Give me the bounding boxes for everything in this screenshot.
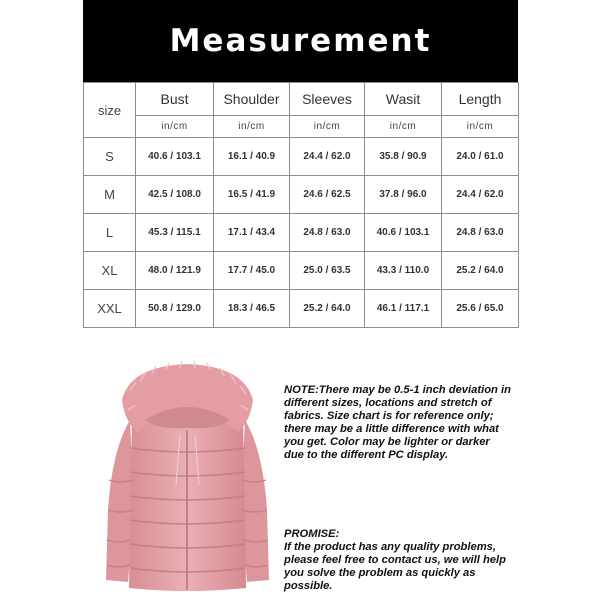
bust-value: 48.0 / 121.9 [136, 252, 214, 290]
sleeves-value: 24.8 / 63.0 [290, 214, 365, 252]
size-cell: XL [84, 252, 136, 290]
waist-value: 40.6 / 103.1 [365, 214, 442, 252]
length-value: 25.6 / 65.0 [442, 290, 519, 328]
unit-row [84, 116, 519, 138]
product-jacket-image [100, 360, 275, 595]
length-value: 25.2 / 64.0 [442, 252, 519, 290]
bust-value: 40.6 / 103.1 [136, 138, 214, 176]
shoulder-value: 16.5 / 41.9 [214, 176, 290, 214]
table-row [84, 176, 519, 214]
size-cell: L [84, 214, 136, 252]
note-text: NOTE:There may be 0.5-1 inch deviation in different sizes, locations and stretch of fabrics. Size chart is for reference only; there may be a little difference with what you get. Color may be lighter or darker due to the different PC display. [284, 384, 511, 461]
sleeves-value: 24.6 / 62.5 [290, 176, 365, 214]
sleeves-value: 24.4 / 62.0 [290, 138, 365, 176]
table-row [84, 290, 519, 328]
waist-value: 35.8 / 90.9 [365, 138, 442, 176]
unit-label-bust: in/cm [136, 116, 214, 138]
waist-value: 43.3 / 110.0 [365, 252, 442, 290]
shoulder-value: 17.1 / 43.4 [214, 214, 290, 252]
sleeves-value: 25.2 / 64.0 [290, 290, 365, 328]
length-value: 24.0 / 61.0 [442, 138, 519, 176]
size-cell: M [84, 176, 136, 214]
bust-value: 42.5 / 108.0 [136, 176, 214, 214]
size-cell: XXL [84, 290, 136, 328]
pink-hooded-jacket-icon [100, 360, 275, 595]
unit-label-sleeves: in/cm [290, 116, 365, 138]
column-header-waist: Wasit [365, 83, 442, 116]
sleeves-value: 25.0 / 63.5 [290, 252, 365, 290]
length-value: 24.4 / 62.0 [442, 176, 519, 214]
length-value: 24.8 / 63.0 [442, 214, 519, 252]
bust-value: 50.8 / 129.0 [136, 290, 214, 328]
table-row [84, 214, 519, 252]
banner-title: Measurement [169, 23, 432, 59]
shoulder-value: 17.7 / 45.0 [214, 252, 290, 290]
unit-label-waist: in/cm [365, 116, 442, 138]
size-chart-table [83, 82, 519, 328]
shoulder-value: 16.1 / 40.9 [214, 138, 290, 176]
unit-label-length: in/cm [442, 116, 519, 138]
column-header-shoulder: Shoulder [214, 83, 290, 116]
promise-text: If the product has any quality problems, please feel free to contact us, we will help you solve the problem as quickly as possible. [284, 541, 506, 592]
promise-section [284, 528, 514, 593]
table-row [84, 252, 519, 290]
table-row [84, 138, 519, 176]
column-header-length: Length [442, 83, 519, 116]
column-header-bust: Bust [136, 83, 214, 116]
waist-value: 46.1 / 117.1 [365, 290, 442, 328]
header-row [84, 83, 519, 116]
measurement-banner [83, 0, 518, 82]
column-header-sleeves: Sleeves [290, 83, 365, 116]
promise-title: PROMISE: [284, 528, 340, 540]
waist-value: 37.8 / 96.0 [365, 176, 442, 214]
size-header: size [84, 83, 136, 138]
shoulder-value: 18.3 / 46.5 [214, 290, 290, 328]
size-cell: S [84, 138, 136, 176]
unit-label-shoulder: in/cm [214, 116, 290, 138]
bust-value: 45.3 / 115.1 [136, 214, 214, 252]
